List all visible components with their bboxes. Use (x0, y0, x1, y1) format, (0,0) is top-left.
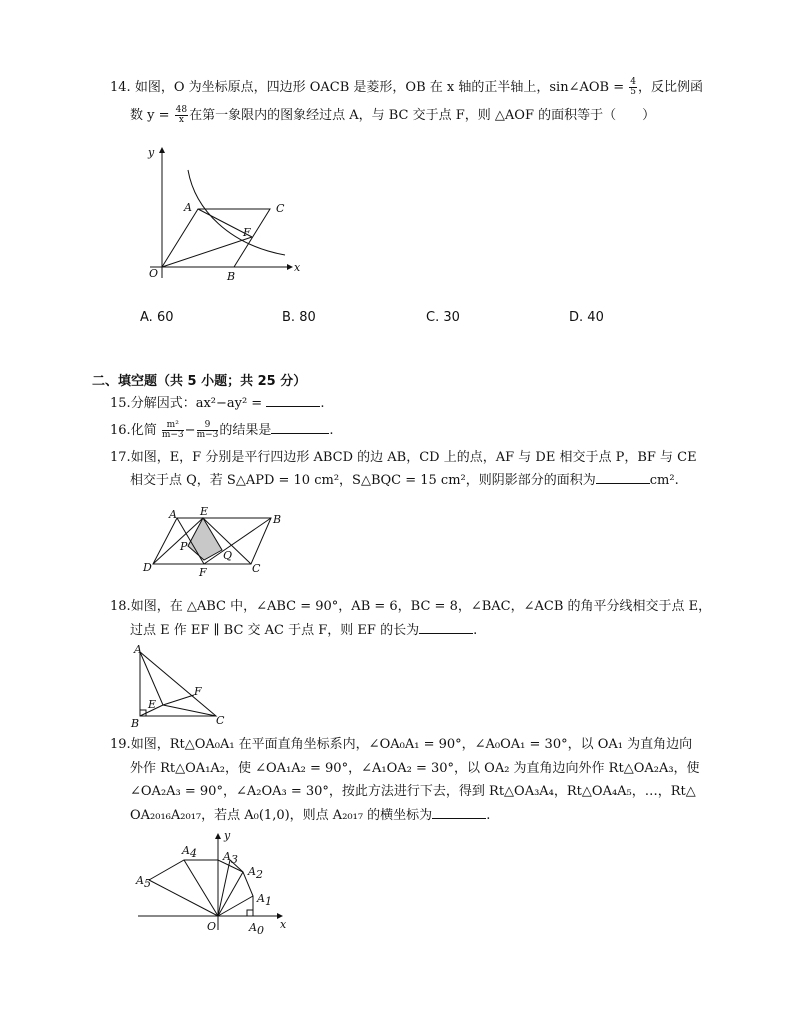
q18-line1 (110, 598, 711, 616)
q18-label-c: C (216, 714, 225, 727)
q18-text-1: 如图，在 △ABC 中，∠ABC = 90°，AB = 6，BC = 8，∠BAC，∠ACB 的角平分线相交于点 E， (130, 599, 712, 614)
q19-number: 19. (110, 737, 131, 752)
q19-text-2: 外作 Rt△OA₁A₂，使 ∠OA₁A₂ = 90°，∠A₁OA₂ = 30°，以 OA₂ 为直角边向外作 Rt△OA₂A₃，使 (130, 761, 700, 776)
q18-bisector-c (163, 705, 216, 716)
q14-segment-of (162, 237, 252, 267)
q17-number: 17. (110, 450, 131, 465)
q14-label-b: B (227, 270, 236, 283)
q14-text-2b: 在第一象限内的图象经过点 A，与 BC 交于点 F，则 △AOF 的面积等于（ ） (189, 108, 656, 123)
q14-option-b[interactable]: B. 80 (282, 310, 316, 325)
q19-label-a2: A2 (248, 865, 263, 881)
q16-text-post: 的结果是 (219, 423, 272, 438)
q19-label-a3: A3 (223, 850, 238, 866)
q18-figure (128, 645, 238, 729)
q18-line2 (130, 621, 477, 640)
q17-line1 (110, 449, 697, 467)
q14-fraction-sin: $\frac{4}{5}$ (630, 77, 636, 97)
q16-period: . (329, 423, 334, 438)
q17-label-f: F (199, 566, 207, 579)
q14-label-f: F (243, 226, 251, 239)
q16-number: 16. (110, 423, 131, 438)
q15-line (110, 394, 325, 413)
q18-answer-blank[interactable] (419, 621, 473, 634)
q14-rhombus (162, 209, 270, 267)
q17-shaded-region (188, 518, 222, 560)
q17-text-2: 相交于点 Q，若 S△APD = 10 cm²，S△BQC = 15 cm²，则阴影部分的面积为 (130, 473, 596, 488)
q17-answer-blank[interactable] (596, 471, 650, 484)
q17-figure (140, 505, 290, 580)
q14-label-x: x (294, 261, 301, 274)
q16-fraction-2: $\frac{9}{m-3}$ (196, 420, 219, 440)
q15-answer-blank[interactable] (266, 394, 320, 407)
q17-line2 (130, 471, 679, 490)
q17-unit: cm². (649, 473, 679, 488)
q18-label-f: F (194, 685, 202, 698)
q17-label-q: Q (223, 549, 233, 562)
q17-label-e: E (200, 505, 209, 518)
q14-fraction-func: $\frac{48}{x}$ (175, 105, 188, 125)
q17-label-p: P (180, 540, 188, 553)
q18-text-2: 过点 E 作 EF ∥ BC 交 AC 于点 F，则 EF 的长为 (130, 623, 420, 638)
q19-answer-blank[interactable] (432, 806, 486, 819)
q16-fraction-1: $\frac{\text{m²}}{m-3}$ (161, 420, 184, 440)
q19-line2 (130, 760, 700, 778)
q19-label-o: O (207, 920, 217, 933)
q19-label-a5: A5 (136, 874, 151, 890)
q15-number: 15. (110, 396, 131, 411)
section-heading: 二、填空题（共 5 小题；共 25 分） (92, 374, 307, 389)
q16-line (110, 421, 334, 440)
q18-number: 18. (110, 599, 131, 614)
q15-period: . (320, 396, 325, 411)
q19-label-a0: A0 (249, 921, 264, 937)
q17-label-b: B (273, 513, 282, 526)
q17-label-c: C (252, 562, 261, 575)
q19-label-x: x (280, 918, 287, 931)
q14-option-c[interactable]: C. 30 (426, 310, 460, 325)
q17-label-a: A (169, 508, 177, 521)
q17-text-1: 如图，E，F 分别是平行四边形 ABCD 的边 AB，CD 上的点，AF 与 DE 相交于点 P，BF 与 CE (130, 450, 697, 465)
q19-text-3: ∠OA₂A₃ = 90°，∠A₂OA₃ = 30°，按此方法进行下去，得到 Rt△OA₃A₄，Rt△OA₄A₅，…，Rt△ (130, 784, 696, 799)
q16-answer-blank[interactable] (271, 421, 329, 434)
q19-right-angle-mark (247, 910, 253, 916)
q19-label-a1: A1 (257, 892, 272, 908)
q19-line4 (130, 806, 490, 825)
q14-option-d[interactable]: D. 40 (569, 310, 604, 325)
q18-period: . (473, 623, 478, 638)
q14-figure (140, 140, 310, 285)
q18-label-e: E (148, 698, 157, 711)
q19-figure (134, 830, 294, 938)
q14-text-1: 如图，O 为坐标原点，四边形 OACB 是菱形，OB 在 x 轴的正半轴上，sin∠AOB = (134, 80, 625, 95)
q18-label-b: B (131, 717, 140, 730)
q19-ray-oa3 (218, 860, 230, 916)
q17-label-d: D (143, 561, 152, 574)
q18-label-a: A (134, 643, 142, 656)
q19-label-a4: A4 (182, 844, 197, 860)
q14-option-a[interactable]: A. 60 (140, 310, 174, 325)
q19-text-4: OA₂₀₁₆A₂₀₁₇，若点 A₀(1,0)，则点 A₂₀₁₇ 的横坐标为 (130, 808, 433, 823)
q16-minus: − (184, 423, 196, 438)
q14-text-1-tail: ，反比例函 (637, 80, 703, 95)
q19-label-y: y (224, 829, 231, 842)
q14-line2 (130, 106, 655, 125)
q19-text-1: 如图，Rt△OA₀A₁ 在平面直角坐标系内，∠OA₀A₁ = 90°，∠A₀OA₁ = 30°，以 OA₁ 为直角边向 (130, 737, 693, 752)
q19-period: . (486, 808, 491, 823)
q14-label-a: A (184, 201, 192, 214)
q14-number: 14. (110, 80, 131, 95)
q19-line3 (130, 783, 696, 801)
q15-text: 分解因式：ax²−ay² = (130, 396, 263, 411)
q14-line1 (110, 78, 703, 97)
q18-segment-ef (163, 695, 194, 705)
q19-line1 (110, 736, 692, 754)
q16-text-pre: 化简 (130, 423, 157, 438)
q14-label-y: y (148, 146, 155, 159)
q14-label-o: O (149, 267, 159, 280)
q14-text-2a: 数 y = (130, 108, 170, 123)
q14-label-c: C (276, 202, 285, 215)
